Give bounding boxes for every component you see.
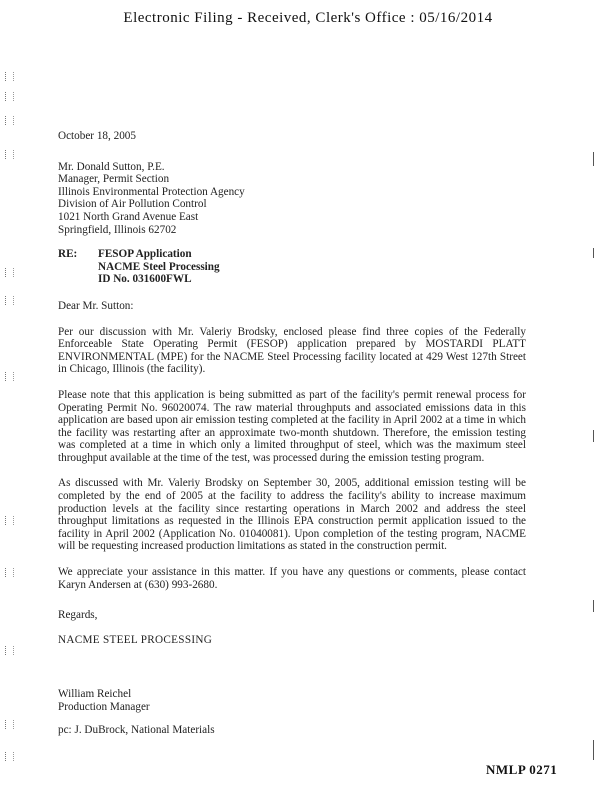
scan-artifact xyxy=(593,152,594,166)
body-paragraph: Please note that this application is being submitted as part of the facility's permit renewal process for Operating Permit No. 96020074. The raw material throughputs and associated emissions data in this application are based upon air emission testing completed at the facility in April 2002 at a time in which the facility was restarting after an approximate two-month shutdown. Therefore, the emission testing was completed at a time in which only a limited throughput of steel, which was the maximum steel throughput available at the time of the test, was processed during the emission testing program. xyxy=(58,388,526,464)
scan-artifact xyxy=(5,720,14,729)
subject-block xyxy=(58,248,526,286)
recipient-line: Illinois Environmental Protection Agency xyxy=(58,185,245,198)
recipient-line: Springfield, Illinois 62702 xyxy=(58,223,177,236)
scan-artifact xyxy=(5,92,14,101)
scan-artifact xyxy=(5,296,14,305)
recipient-line: Mr. Donald Sutton, P.E. xyxy=(58,160,165,173)
recipient-line: Division of Air Pollution Control xyxy=(58,198,207,211)
signer-title: Production Manager xyxy=(58,701,150,713)
scan-artifact xyxy=(5,516,14,525)
carbon-copy: pc: J. DuBrock, National Materials xyxy=(58,723,215,736)
letter-date: October 18, 2005 xyxy=(58,130,136,142)
re-line: FESOP Application xyxy=(98,248,192,261)
scan-artifact xyxy=(5,150,14,159)
recipient-line: 1021 North Grand Avenue East xyxy=(58,210,199,223)
scan-artifact xyxy=(5,646,14,655)
body-paragraph: As discussed with Mr. Valeriy Brodsky on September 30, 2005, additional emission testing will be completed by the end of 2005 at the facility to address the facility's ability to increase maximum production levels at the facility since restarting operations in March 2002 and address the steel throughput limitations as requested in the Illinois EPA construction permit application issued to the facility in April 2002 (Application No. 01040081). Upon completion of the testing program, NACME will be requesting increased production limitations as stated in the construction permit. xyxy=(58,477,526,553)
scan-artifact xyxy=(5,72,14,81)
letter-body xyxy=(58,130,526,736)
signer-name: William Reichel xyxy=(58,688,132,701)
body-paragraph: We appreciate your assistance in this matter. If you have any questions or comments, please contact Karyn Andersen at (630) 993-2680. xyxy=(58,566,526,591)
re-label: RE: xyxy=(58,248,78,261)
re-line: ID No. 031600FWL xyxy=(98,273,192,286)
re-lines xyxy=(98,248,220,286)
scan-artifact xyxy=(593,600,594,612)
scan-artifact xyxy=(5,116,14,125)
body-paragraph: Per our discussion with Mr. Valeriy Brodsky, enclosed please find three copies of the Federally Enforceable State Operating Permit (FESOP) application prepared by MOSTARDI PLATT ENVIRONMENTAL (MPE) for the NACME Steel Processing facility located at 429 West 127th Street in Chicago, Illinois (the facility). xyxy=(58,325,526,376)
bates-number: NMLP 0271 xyxy=(486,762,558,777)
recipient-address xyxy=(58,161,526,237)
scan-artifact xyxy=(5,372,14,381)
scan-artifact xyxy=(593,430,594,442)
scan-artifact xyxy=(5,752,14,761)
re-line: NACME Steel Processing xyxy=(98,260,220,273)
company-name: NACME STEEL PROCESSING xyxy=(58,633,213,646)
scan-artifact xyxy=(5,268,14,277)
salutation: Dear Mr. Sutton: xyxy=(58,299,134,312)
filing-stamp: Electronic Filing - Received, Clerk's Office : 05/16/2014 xyxy=(123,10,493,26)
scan-artifact xyxy=(593,248,594,258)
recipient-line: Manager, Permit Section xyxy=(58,173,170,186)
closing: Regards, xyxy=(58,609,98,622)
scan-artifact xyxy=(593,740,594,760)
scan-artifact xyxy=(5,568,14,577)
